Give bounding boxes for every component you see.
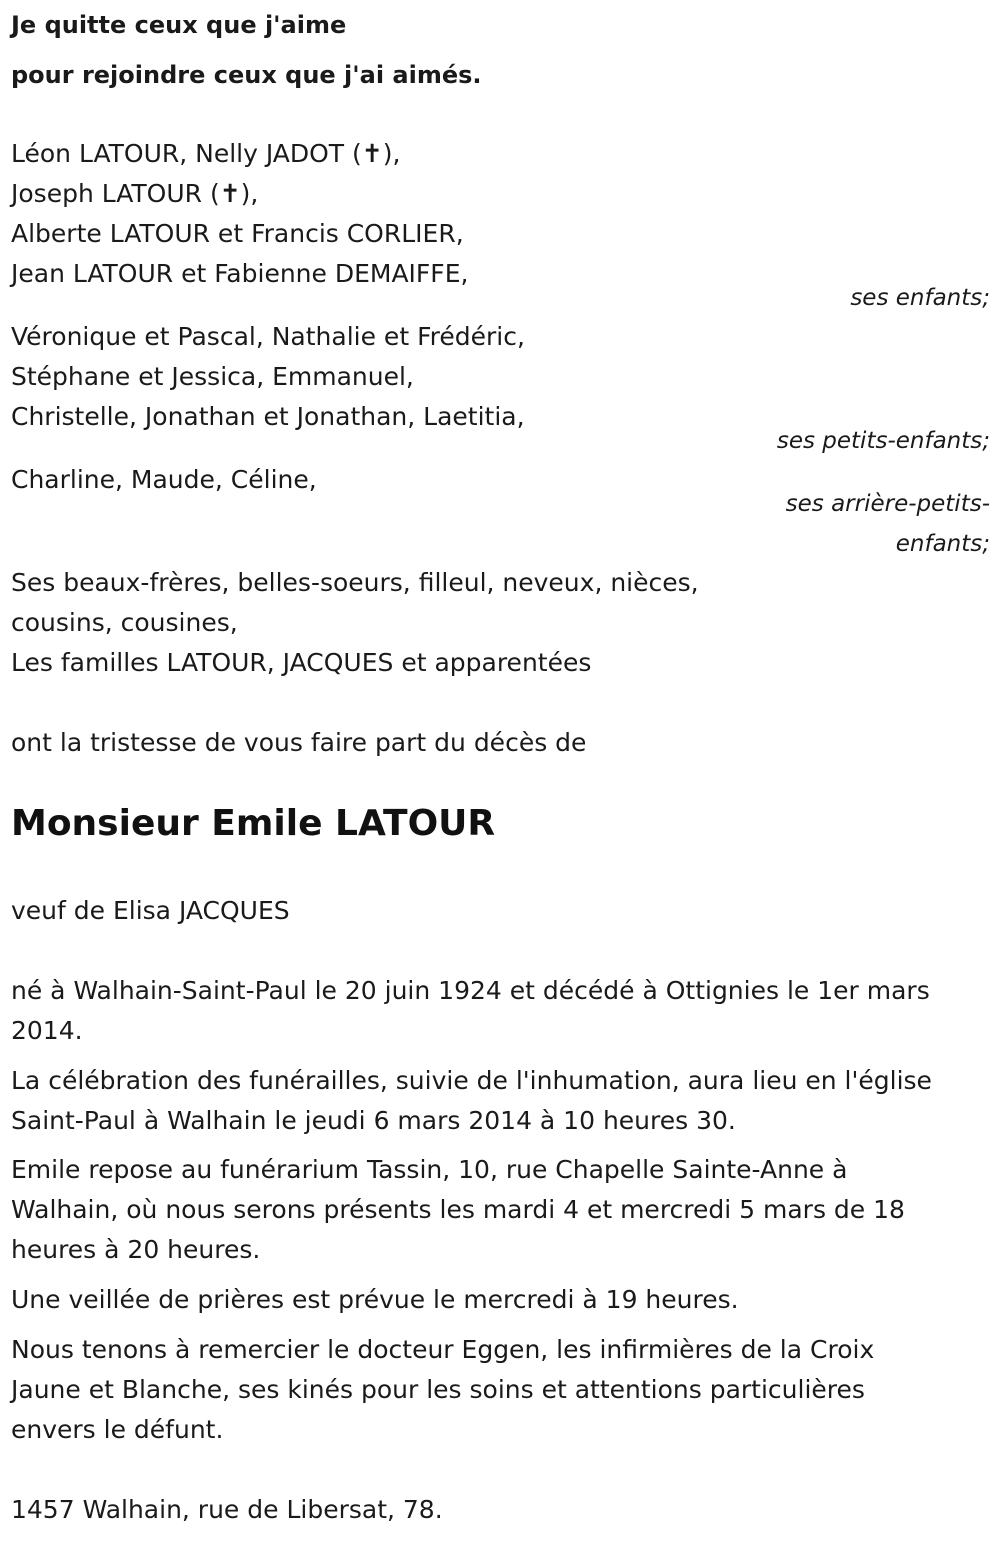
repose-line: Emile repose au funérarium Tassin, 10, rue Chapelle Sainte-Anne à [11,1155,848,1184]
widower-of-text: veuf de Elisa JACQUES [11,896,290,925]
repose-line: Walhain, où nous serons présents les mardi 4 et mercredi 5 mars de 18 [11,1195,905,1224]
funeral-line: La célébration des funérailles, suivie de l'inhumation, aura lieu en l'église [11,1066,932,1095]
epigraph-line-2: pour rejoindre ceux que j'ai aimés. [11,61,482,89]
announcement-text: ont la tristesse de vous faire part du décès de [11,728,587,757]
great-grandchildren-role-label-2: enfants; [895,531,990,557]
children-line: Jean LATOUR et Fabienne DEMAIFFE, [11,259,469,288]
grandchildren-line: Christelle, Jonathan et Jonathan, Laetitia, [11,402,525,431]
epigraph-line-1: Je quitte ceux que j'aime [11,11,347,39]
great-grandchildren-line: Charline, Maude, Céline, [11,465,317,494]
birth-death-line: né à Walhain-Saint-Paul le 20 juin 1924 et décédé à Ottignies le 1er mars [11,976,930,1005]
great-grandchildren-role-label-1: ses arrière-petits- [785,491,990,517]
extended-family-line: Les familles LATOUR, JACQUES et apparentées [11,648,592,677]
children-line: Léon LATOUR, Nelly JADOT (✝), [11,139,401,168]
extended-family-line: cousins, cousines, [11,608,238,637]
vigil-line: Une veillée de prières est prévue le mercredi à 19 heures. [11,1285,739,1314]
funeral-line: Saint-Paul à Walhain le jeudi 6 mars 2014 à 10 heures 30. [11,1106,736,1135]
extended-family-line: Ses beaux-frères, belles-soeurs, filleul, neveux, nièces, [11,568,699,597]
grandchildren-role-label: ses petits-enfants; [776,428,990,454]
birth-death-line: 2014. [11,1016,83,1045]
children-role-label: ses enfants; [850,285,990,311]
address-text: 1457 Walhain, rue de Libersat, 78. [11,1495,443,1524]
children-line: Alberte LATOUR et Francis CORLIER, [11,219,464,248]
grandchildren-line: Stéphane et Jessica, Emmanuel, [11,362,414,391]
thanks-line: envers le défunt. [11,1415,224,1444]
thanks-line: Jaune et Blanche, ses kinés pour les soins et attentions particulières [11,1375,865,1404]
thanks-line: Nous tenons à remercier le docteur Eggen, les infirmières de la Croix [11,1335,875,1364]
children-line: Joseph LATOUR (✝), [11,179,259,208]
repose-line: heures à 20 heures. [11,1235,261,1264]
grandchildren-line: Véronique et Pascal, Nathalie et Frédéric, [11,322,525,351]
deceased-name: Monsieur Emile LATOUR [11,803,496,844]
